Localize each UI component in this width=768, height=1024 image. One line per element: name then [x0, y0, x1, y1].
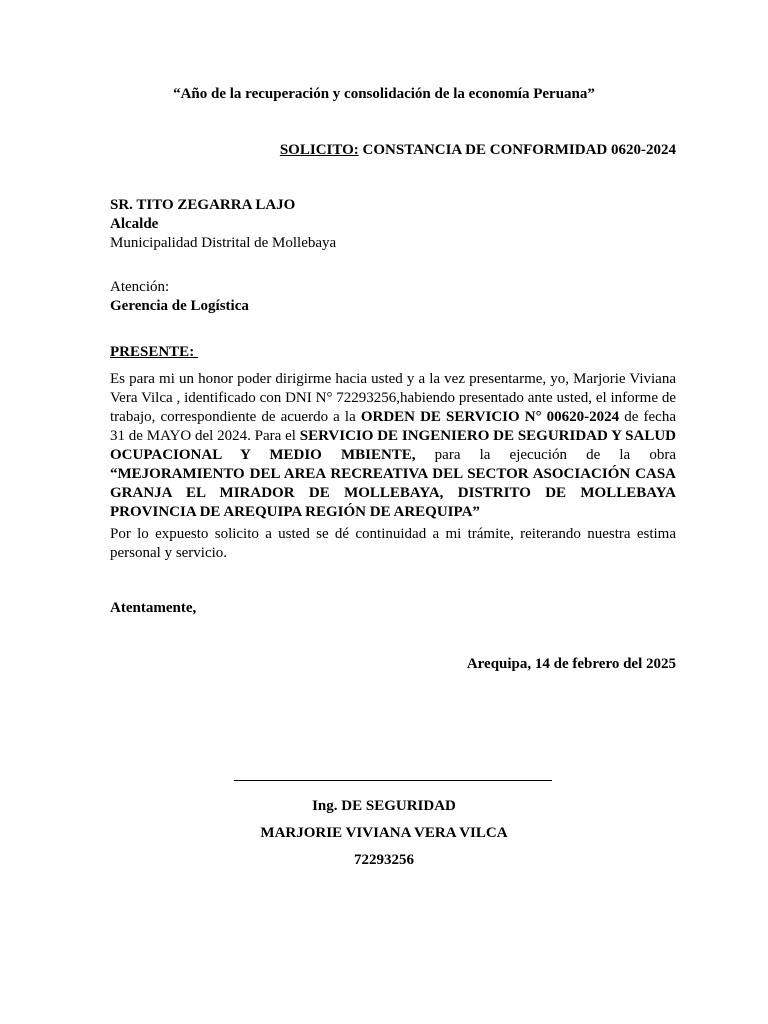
- signature-line: [234, 780, 552, 781]
- request-label: SOLICITO:: [279, 142, 359, 158]
- attention-department: Gerencia de Logística: [110, 298, 249, 314]
- year-motto: “Año de la recuperación y consolidación de la economía Peruana”: [173, 86, 595, 102]
- closing: Atentamente,: [110, 600, 197, 616]
- signer-dni: 72293256: [354, 852, 414, 868]
- body-text-c: para la ejecución de la obra: [415, 447, 676, 463]
- signer-title: Ing. DE SEGURIDAD: [312, 798, 456, 814]
- body-paragraph-1: [110, 370, 676, 522]
- addressee-institution: Municipalidad Distrital de Mollebaya: [110, 235, 337, 251]
- place-date: Arequipa, 14 de febrero del 2025: [466, 656, 676, 672]
- body-paragraph-2: Por lo expuesto solicito a usted se dé continuidad a mi trámite, reiterando nuestra estima personal y servicio.: [110, 526, 676, 561]
- greeting: PRESENTE:: [110, 344, 198, 360]
- addressee-position: Alcalde: [110, 216, 159, 232]
- request-subject: CONSTANCIA DE CONFORMIDAD 0620-2024: [358, 142, 676, 158]
- signer-name: MARJORIE VIVIANA VERA VILCA: [260, 825, 508, 841]
- service-order: ORDEN DE SERVICIO N° 00620-2024: [360, 409, 620, 425]
- addressee-block: [110, 196, 676, 253]
- service-name: SERVICIO DE INGENIERO DE SEGURIDAD Y SALUD OCUPACIONAL Y MEDIO MBIENTE,: [110, 428, 676, 463]
- signature-block: [0, 793, 768, 874]
- project-name: “MEJORAMIENTO DEL AREA RECREATIVA DEL SECTOR ASOCIACIÓN CASA GRANJA EL MIRADOR DE MOLLEBAYA, DISTRITO DE MOLLEBAYA PROVINCIA DE AREQUIPA REGIÓN DE AREQUIPA”: [110, 466, 676, 520]
- addressee-name: SR. TITO ZEGARRA LAJO: [110, 197, 296, 213]
- attention-label: Atención:: [110, 279, 170, 295]
- body-text-b: de fecha 31 de MAYO del 2024. Para el: [110, 409, 676, 444]
- attention-block: [110, 278, 676, 316]
- request-line: [110, 141, 676, 160]
- body-text-a: Es para mi un honor poder dirigirme hacia usted y a la vez presentarme, yo, Marjorie Viviana Vera Vilca , identificado con DNI N° 72293256,habiendo presentado ante usted, el informe de trabajo, correspondiente de acuerdo a la: [110, 371, 676, 425]
